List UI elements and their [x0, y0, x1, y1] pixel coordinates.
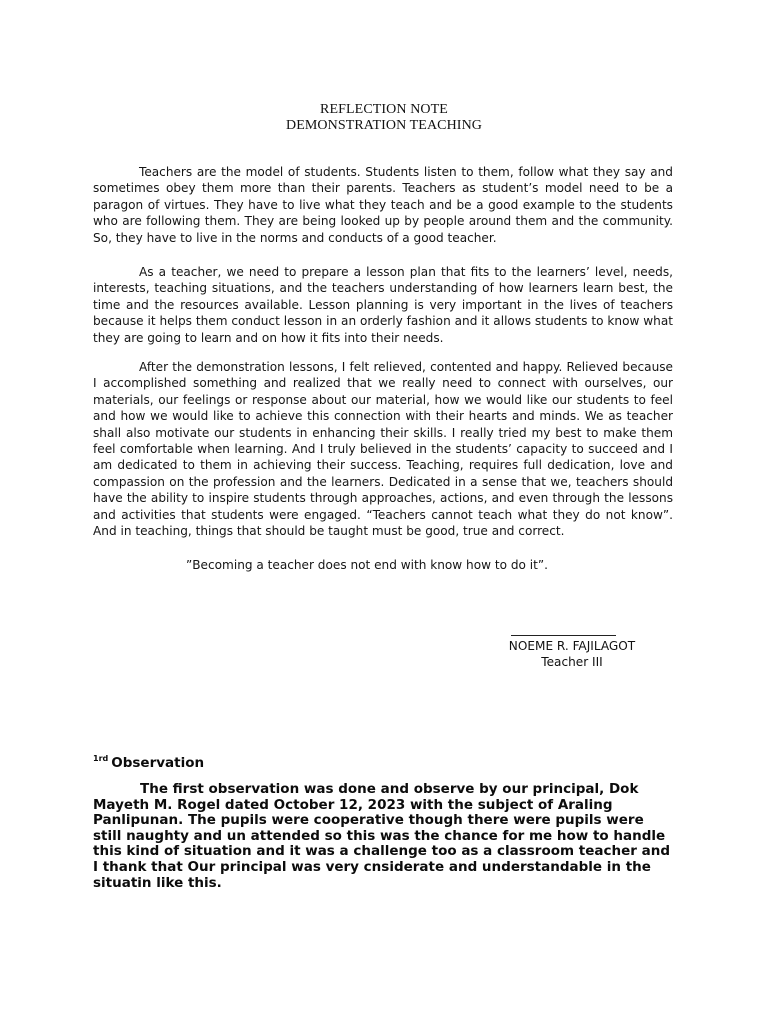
paragraph-1: Teachers are the model of students. Students listen to them, follow what they say and sometimes obey them more than their parents. Teachers as student’s model need to be a paragon of virtues. They have to live what they teach and be a good example to the students who are following them. They are being looked up by people around them and the community. So, they have to live in the norms and conducts of a good teacher. [93, 165, 673, 245]
signature-line [511, 635, 616, 636]
observation-paragraph: The first observation was done and observe by our principal, Dok Mayeth M. Rogel dated October 12, 2023 with the subject of Araling Panlipunan. The pupils were cooperative though there were pupils were still naughty and un attended so this was the chance for me how to handle this kind of situation and it was a challenge too as a classroom teacher and I thank that Our principal was very cnsiderate and understandable in the situatin like this. [93, 781, 670, 891]
document-subtitle: DEMONSTRATION TEACHING [286, 118, 482, 133]
observation-ordinal: 1rd [93, 754, 109, 763]
closing-quote: ”Becoming a teacher does not end with know how to do it”. [186, 558, 548, 572]
document-title: REFLECTION NOTE [320, 102, 448, 117]
signatory-position: Teacher III [541, 655, 603, 669]
observation-heading [93, 749, 204, 773]
signatory-name: NOEME R. FAJILAGOT [508, 639, 636, 653]
observation-heading-label: Observation [111, 755, 205, 771]
paragraph-3: After the demonstration lessons, I felt relieved, contented and happy. Relieved because I accomplished something and realized that we really need to connect with ourselves, our materials, our feelings or response about our material, how we would like our students to feel and how we would like to achieve this connection with their hearts and minds. We as teacher shall also motivate our students in enhancing their skills. I really tried my best to make them feel comfortable when learning. And I truly believed in the students’ capacity to succeed and I am dedicated to them in achieving their success. Teaching, requires full dedication, love and compassion on the profession and the learners. Dedicated in a sense that we, teachers should have the ability to inspire students through approaches, actions, and even through the lessons and activities that students were engaged. “Teachers cannot teach what they do not know”. And in teaching, things that should be taught must be good, true and correct. [93, 360, 673, 539]
paragraph-2: As a teacher, we need to prepare a lesson plan that fits to the learners’ level, needs, interests, teaching situations, and the teachers understanding of how learners learn best, the time and the resources available. Lesson planning is very important in the lives of teachers because it helps them conduct lesson in an orderly fashion and it allows students to know what they are going to learn and on how it fits into their needs. [93, 265, 673, 345]
